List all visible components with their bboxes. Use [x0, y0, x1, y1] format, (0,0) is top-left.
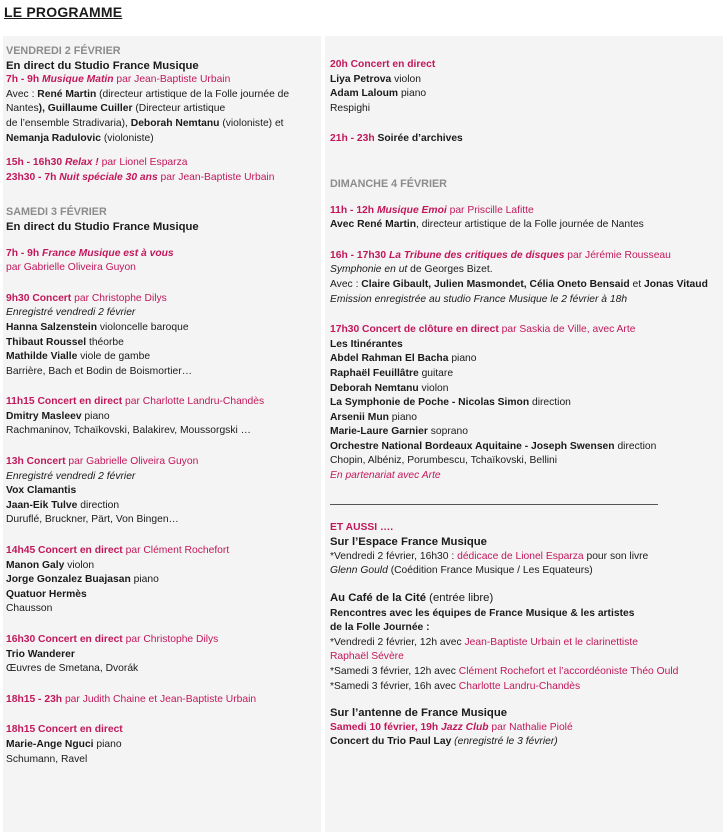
studio-heading: En direct du Studio France Musique: [6, 59, 199, 72]
repertoire: Rachmaninov, Tchaïkovski, Balakirev, Moussorgski …: [6, 425, 251, 437]
performer: Liya Petrova violon: [330, 73, 422, 85]
performer: Mathilde Vialle viole de gambe: [6, 351, 151, 363]
event-line: Glenn Gould (Coédition France Musique / Les Equateurs): [330, 565, 593, 577]
performer: Les Itinérantes: [330, 338, 403, 350]
event-line: *Samedi 3 février, 16h avec Charlotte Landru-Chandès: [330, 680, 581, 692]
page-title: LE PROGRAMME: [4, 4, 123, 20]
repertoire: Duruflé, Bruckner, Pärt, Von Bingen…: [6, 514, 179, 526]
host-line: par Gabrielle Oliveira Guyon: [6, 262, 136, 274]
concert-heading: 18h15 Concert en direct: [6, 724, 123, 736]
performer: Quatuor Hermès: [6, 588, 87, 600]
recording-note: Enregistré vendredi 2 février: [6, 470, 136, 482]
antenne-heading: Sur l’antenne de France Musique: [330, 707, 508, 720]
performer: Arsenii Mun piano: [330, 411, 417, 423]
repertoire: Barrière, Bach et Bodin de Boismortier…: [6, 365, 192, 377]
guest-line: Nemanja Radulovic (violoniste): [6, 132, 154, 144]
studio-heading: En direct du Studio France Musique: [6, 220, 199, 233]
day-heading-sunday: DIMANCHE 4 FÉVRIER: [330, 177, 447, 190]
concert-heading: 20h Concert en direct: [330, 59, 436, 70]
event-line: *Vendredi 2 février, 16h30 : dédicace de Lionel Esparza pour son livre: [330, 550, 649, 562]
concert-heading: 9h30 Concert par Christophe Dilys: [6, 292, 167, 304]
repertoire: Schumann, Ravel: [6, 753, 88, 765]
performer: Deborah Nemtanu violon: [330, 382, 449, 394]
guest-line: Avec : Claire Gibault, Julien Masmondet, Célia Oneto Bensaid et Jonas Vitaud: [330, 278, 708, 290]
program-item: 18h15 - 23h par Judith Chaine et Jean-Baptiste Urbain: [6, 693, 257, 705]
repertoire: Œuvres de Smetana, Dvorák: [6, 663, 139, 675]
event-line: *Samedi 3 février, 12h avec Clément Rochefort et l’accordéoniste Théo Ould: [330, 666, 679, 677]
event-line: Raphaël Sévère: [330, 651, 404, 663]
performer: Orchestre National Bordeaux Aquitaine - Joseph Swensen direction: [330, 440, 657, 452]
day-heading-friday: VENDREDI 2 FÉVRIER: [6, 45, 121, 57]
espace-heading: Sur l’Espace France Musique: [330, 536, 487, 549]
recording-note: Enregistré vendredi 2 février: [6, 307, 136, 319]
program-item: 23h30 - 7h Nuit spéciale 30 ans par Jean-Baptiste Urbain: [6, 171, 275, 183]
program-item: 16h - 17h30 La Tribune des critiques de disques par Jérémie Rousseau: [330, 249, 671, 261]
guest-line: Avec : René Martin (directeur artistique de la Folle journée de: [6, 88, 290, 100]
performer: Manon Galy violon: [6, 559, 95, 571]
cafe-heading: Au Café de la Cité (entrée libre): [330, 592, 494, 605]
aussi-heading: ET AUSSI ….: [330, 521, 394, 533]
event-line: Samedi 10 février, 19h Jazz Club par Nathalie Piolé: [330, 721, 573, 733]
left-column: [3, 36, 321, 832]
performer: Trio Wanderer: [6, 648, 75, 660]
partner-note: En partenariat avec Arte: [330, 470, 441, 482]
program-item: 11h - 12h Musique Emoi par Priscille Lafitte: [330, 204, 534, 216]
repertoire: Respighi: [330, 102, 371, 114]
cafe-subheading: Rencontres avec les équipes de France Musique & les artistes: [330, 607, 635, 619]
guest-line: Nantes), Guillaume Cuiller (Directeur artistique: [6, 103, 226, 115]
performer: Marie-Ange Nguci piano: [6, 738, 122, 750]
concert-heading: 13h Concert par Gabrielle Oliveira Guyon: [6, 456, 199, 468]
performer: Dmitry Masleev piano: [6, 410, 110, 422]
repertoire: Chopin, Albéniz, Porumbescu, Tchaïkovski, Bellini: [330, 455, 558, 467]
performer: Vox Clamantis: [6, 485, 77, 497]
right-column: [325, 36, 723, 832]
program-item: 7h - 9h France Musique est à vous: [6, 247, 174, 259]
performer: Hanna Salzenstein violoncelle baroque: [6, 321, 189, 333]
day-heading-saturday: SAMEDI 3 FÉVRIER: [6, 206, 107, 219]
event-line: *Vendredi 2 février, 12h avec Jean-Baptiste Urbain et le clarinettiste: [330, 636, 638, 648]
guest-line: Avec René Martin, directeur artistique de la Folle journée de Nantes: [330, 219, 644, 231]
guest-line: de l’ensemble Stradivaria), Deborah Nemtanu (violoniste) et: [6, 117, 284, 129]
concert-heading: 17h30 Concert de clôture en direct par Saskia de Ville, avec Arte: [330, 324, 636, 336]
program-item: 15h - 16h30 Relax ! par Lionel Esparza: [6, 157, 188, 169]
work-line: Symphonie en ut de Georges Bizet.: [330, 264, 493, 276]
concert-heading: 14h45 Concert en direct par Clément Rochefort: [6, 545, 230, 557]
performer: Raphaël Feuillâtre guitare: [330, 367, 454, 379]
cafe-subheading: de la Folle Journée :: [330, 622, 430, 634]
performer: Jorge Gonzalez Buajasan piano: [6, 574, 159, 586]
performer: Adam Laloum piano: [330, 88, 427, 100]
performer: Thibaut Roussel théorbe: [6, 336, 124, 348]
event-line: Concert du Trio Paul Lay (enregistré le 3 février): [330, 736, 558, 748]
repertoire: Chausson: [6, 603, 53, 615]
recording-note: Emission enregistrée au studio France Musique le 2 février à 18h: [330, 293, 628, 305]
concert-heading: 11h15 Concert en direct par Charlotte Landru-Chandès: [6, 396, 265, 408]
concert-heading: 16h30 Concert en direct par Christophe Dilys: [6, 634, 219, 645]
performer: Jaan-Eik Tulve direction: [6, 499, 120, 511]
performer: La Symphonie de Poche - Nicolas Simon direction: [330, 397, 571, 409]
program-item: 21h - 23h Soirée d’archives: [330, 133, 463, 145]
program-item: 7h - 9h Musique Matin par Jean-Baptiste Urbain: [6, 74, 231, 86]
performer: Abdel Rahman El Bacha piano: [330, 353, 477, 365]
performer: Marie-Laure Garnier soprano: [330, 426, 468, 438]
